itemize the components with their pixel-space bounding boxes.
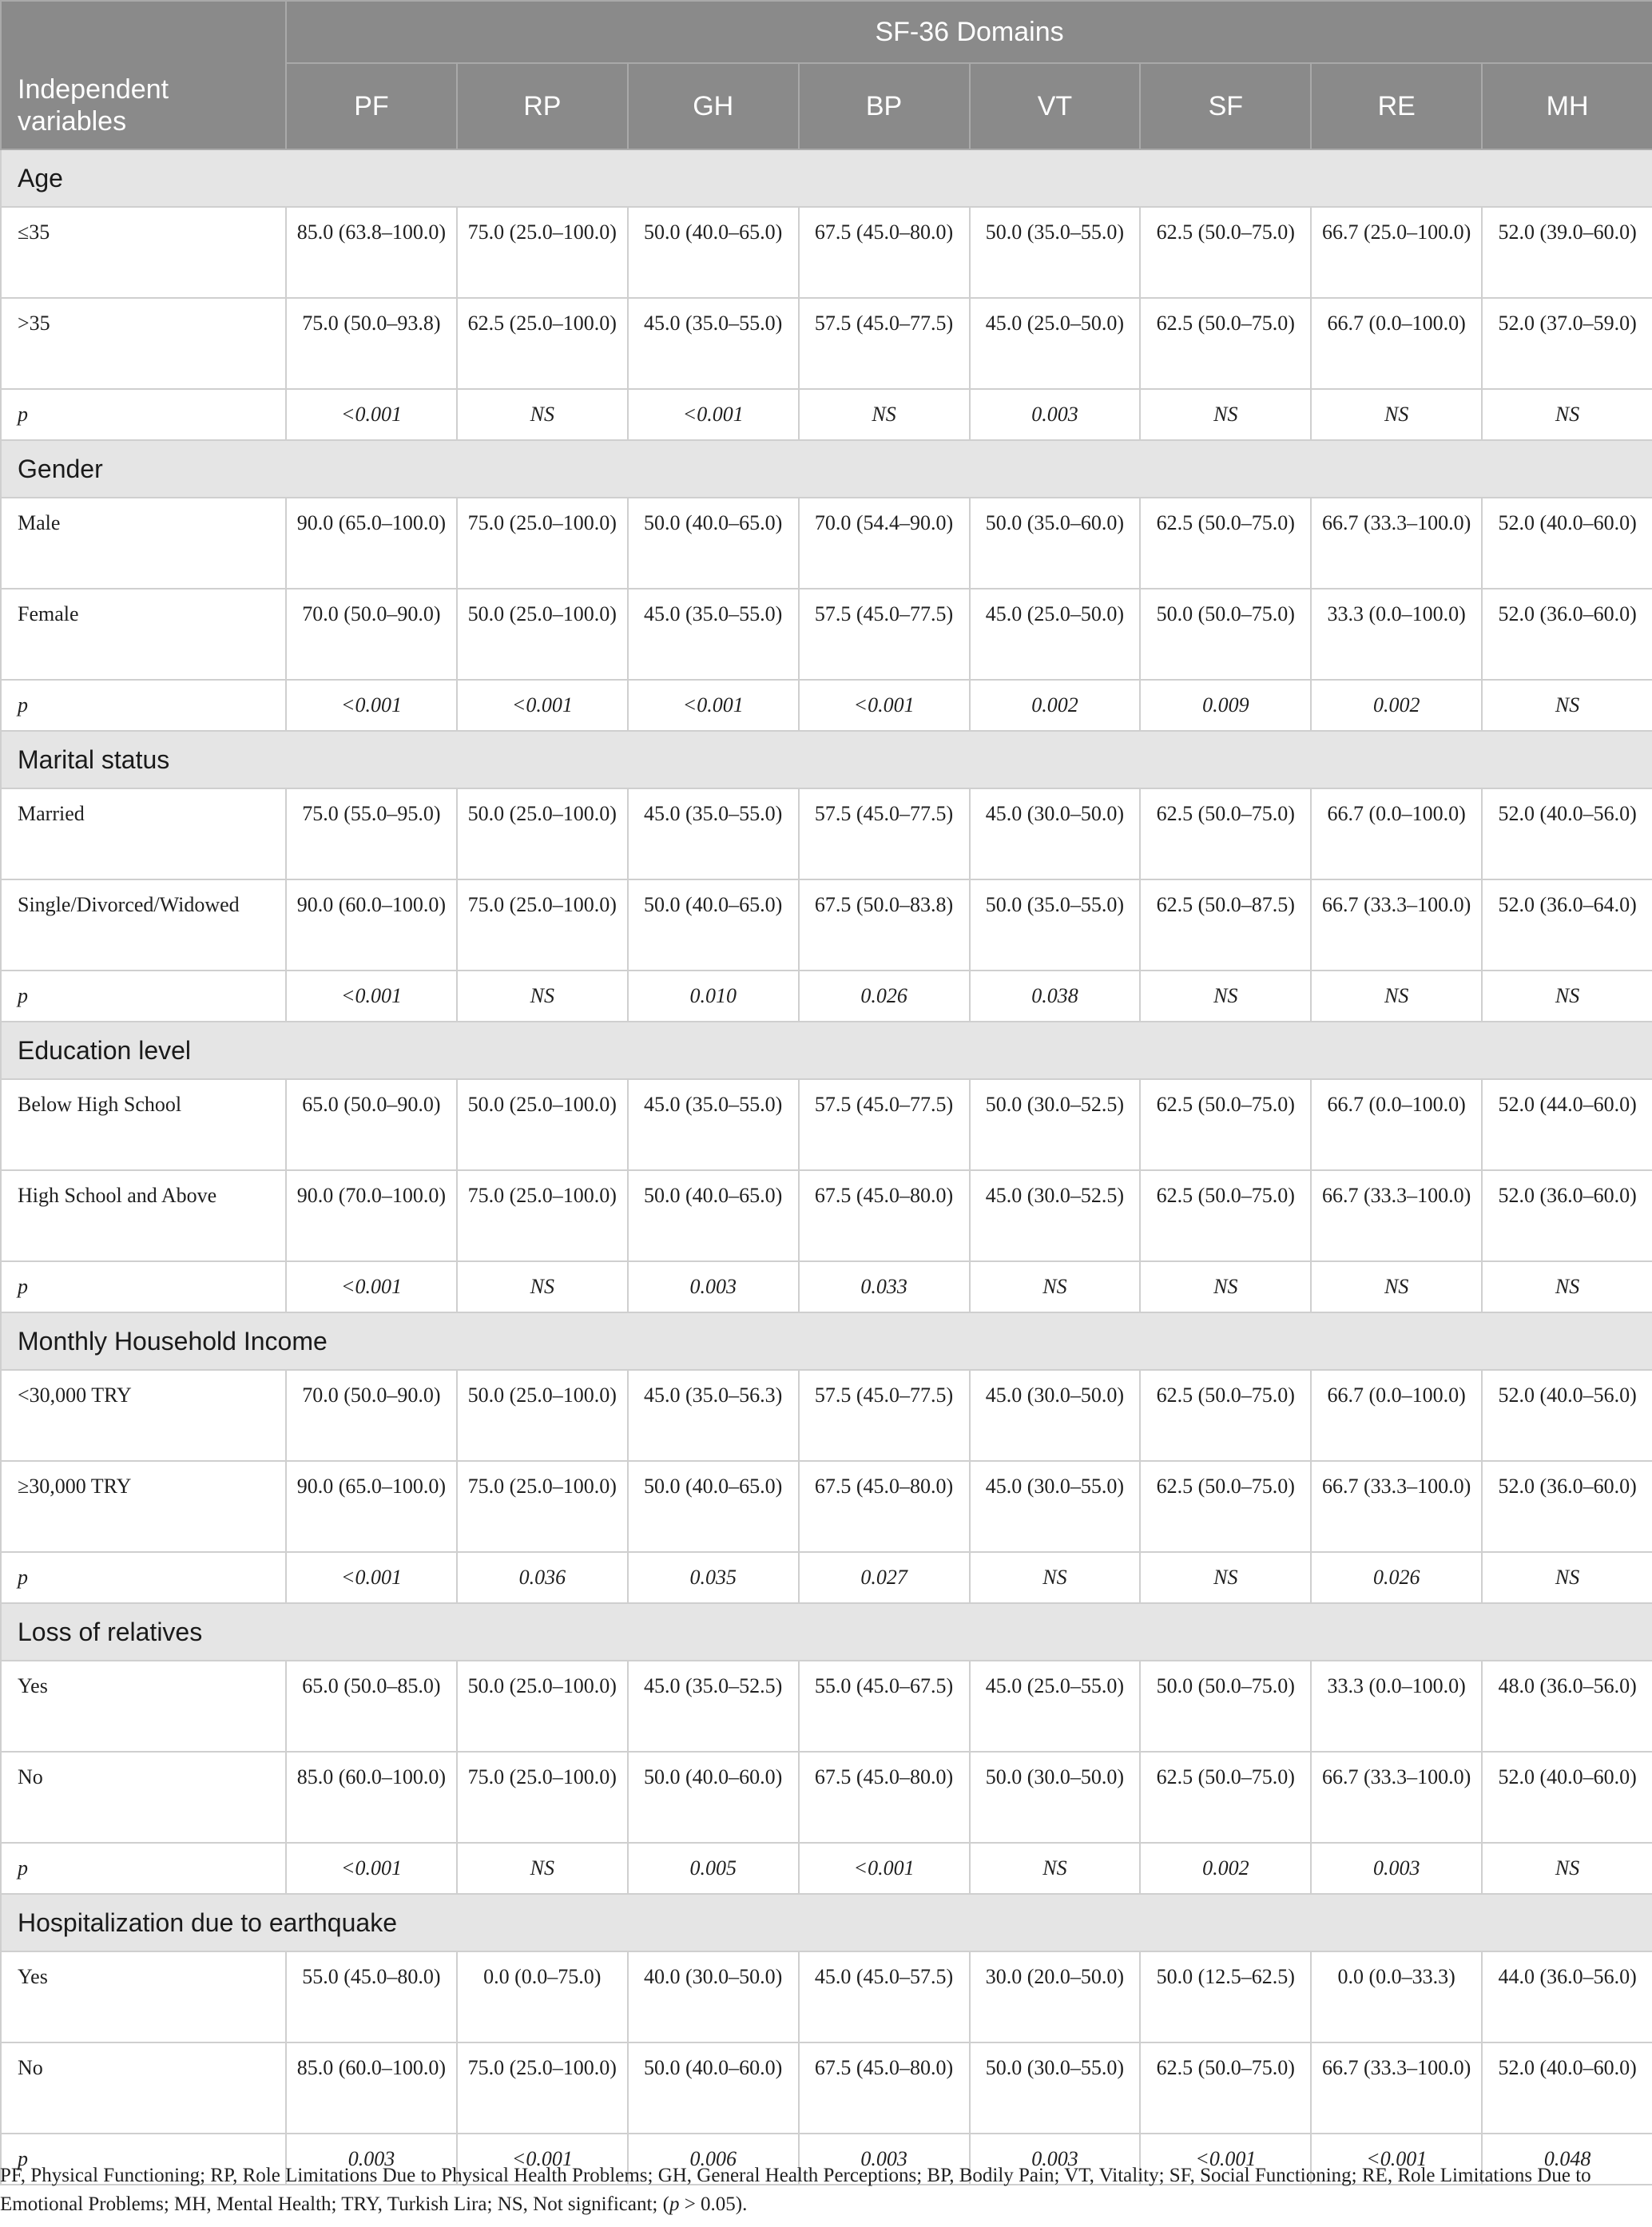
domain-header-re: RE [1311,63,1482,149]
p-value-cell: NS [1311,389,1482,440]
p-value-cell: 0.003 [970,389,1141,440]
value-cell: 45.0 (35.0–55.0) [628,589,799,680]
p-value-cell: 0.038 [970,971,1141,1022]
p-value-cell: NS [1311,1261,1482,1312]
table-row [1,2042,1652,2134]
p-value-cell: 0.033 [799,1261,970,1312]
value-cell: 75.0 (25.0–100.0) [457,1752,628,1843]
p-value-cell: 0.002 [970,680,1141,731]
value-cell: 50.0 (12.5–62.5) [1140,1951,1311,2042]
value-cell: 45.0 (30.0–55.0) [970,1461,1141,1552]
value-cell: 70.0 (54.4–90.0) [799,498,970,589]
value-cell: 50.0 (35.0–55.0) [970,207,1141,298]
table-header [1,1,1652,149]
value-cell: 50.0 (50.0–75.0) [1140,1661,1311,1752]
p-value-cell: 0.003 [628,1261,799,1312]
value-cell: 0.0 (0.0–33.3) [1311,1951,1482,2042]
value-cell: 75.0 (25.0–100.0) [457,2042,628,2134]
category-row [1,1603,1652,1661]
p-value-cell: NS [1140,1552,1311,1603]
value-cell: 45.0 (35.0–52.5) [628,1661,799,1752]
value-cell: 70.0 (50.0–90.0) [286,1370,457,1461]
category-row [1,440,1652,498]
p-label: p [1,680,286,731]
category-row [1,1022,1652,1079]
row-label: High School and Above [1,1170,286,1261]
value-cell: 62.5 (50.0–75.0) [1140,298,1311,389]
p-value-cell: <0.001 [799,680,970,731]
value-cell: 48.0 (36.0–56.0) [1482,1661,1652,1752]
value-cell: 50.0 (25.0–100.0) [457,1370,628,1461]
p-value-cell: 0.003 [970,2134,1141,2185]
p-value-cell: 0.027 [799,1552,970,1603]
value-cell: 62.5 (50.0–75.0) [1140,1170,1311,1261]
p-value-cell: <0.001 [1140,2134,1311,2185]
value-cell: 62.5 (50.0–75.0) [1140,498,1311,589]
value-cell: 52.0 (36.0–60.0) [1482,1461,1652,1552]
table-body [1,149,1652,2185]
p-value-cell: NS [1482,1552,1652,1603]
row-label: ≤35 [1,207,286,298]
p-label: p [1,1843,286,1894]
value-cell: 66.7 (25.0–100.0) [1311,207,1482,298]
value-cell: 52.0 (40.0–60.0) [1482,2042,1652,2134]
p-label: p [1,2134,286,2185]
p-value-cell: NS [1482,389,1652,440]
p-value-cell: 0.009 [1140,680,1311,731]
value-cell: 40.0 (30.0–50.0) [628,1951,799,2042]
category-row [1,1894,1652,1951]
value-cell: 66.7 (33.3–100.0) [1311,2042,1482,2134]
value-cell: 45.0 (30.0–52.5) [970,1170,1141,1261]
value-cell: 57.5 (45.0–77.5) [799,1079,970,1170]
p-value-row [1,389,1652,440]
row-label: ≥30,000 TRY [1,1461,286,1552]
value-cell: 45.0 (30.0–50.0) [970,788,1141,879]
value-cell: 52.0 (39.0–60.0) [1482,207,1652,298]
value-cell: 45.0 (35.0–56.3) [628,1370,799,1461]
p-value-cell: 0.010 [628,971,799,1022]
domain-header-rp: RP [457,63,628,149]
p-value-cell: NS [970,1261,1141,1312]
table-row [1,788,1652,879]
value-cell: 50.0 (35.0–55.0) [970,879,1141,971]
value-cell: 45.0 (30.0–50.0) [970,1370,1141,1461]
value-cell: 50.0 (50.0–75.0) [1140,589,1311,680]
value-cell: 57.5 (45.0–77.5) [799,788,970,879]
value-cell: 75.0 (25.0–100.0) [457,498,628,589]
value-cell: 75.0 (55.0–95.0) [286,788,457,879]
value-cell: 52.0 (36.0–64.0) [1482,879,1652,971]
category-title: Marital status [1,731,1652,788]
value-cell: 67.5 (45.0–80.0) [799,1752,970,1843]
p-value-cell: 0.002 [1140,1843,1311,1894]
value-cell: 90.0 (60.0–100.0) [286,879,457,971]
row-label: Male [1,498,286,589]
independent-variables-header: Independent variables [1,1,286,149]
value-cell: 62.5 (50.0–75.0) [1140,1461,1311,1552]
value-cell: 45.0 (45.0–57.5) [799,1951,970,2042]
value-cell: 45.0 (35.0–55.0) [628,298,799,389]
row-label: Yes [1,1951,286,2042]
p-value-cell: NS [457,971,628,1022]
row-label: Below High School [1,1079,286,1170]
value-cell: 50.0 (40.0–65.0) [628,207,799,298]
domain-header-mh: MH [1482,63,1652,149]
value-cell: 66.7 (0.0–100.0) [1311,1079,1482,1170]
category-row [1,1312,1652,1370]
footnote-text: PF, Physical Functioning; RP, Role Limitations Due to Physical Health Problems; GH, General Health Perceptions; BP, Bodily Pain; VT, Vitality; SF, Social Functioning; RE, Role Limitations Due to Emotional Problems; MH, Mental Health; TRY, Turkish Lira; NS, Not significant; ( [0,2165,1591,2215]
table-row [1,1951,1652,2042]
p-value-cell: NS [457,1261,628,1312]
p-value-cell: <0.001 [1311,2134,1482,2185]
value-cell: 50.0 (40.0–65.0) [628,1461,799,1552]
value-cell: 66.7 (0.0–100.0) [1311,788,1482,879]
value-cell: 66.7 (0.0–100.0) [1311,1370,1482,1461]
p-value-cell: NS [1140,1261,1311,1312]
value-cell: 70.0 (50.0–90.0) [286,589,457,680]
p-value-cell: NS [1140,971,1311,1022]
value-cell: 50.0 (40.0–65.0) [628,879,799,971]
p-value-cell: NS [1482,680,1652,731]
value-cell: 75.0 (25.0–100.0) [457,207,628,298]
table-row [1,498,1652,589]
value-cell: 85.0 (63.8–100.0) [286,207,457,298]
value-cell: 50.0 (25.0–100.0) [457,589,628,680]
p-value-cell: NS [1140,389,1311,440]
p-value-cell: NS [970,1843,1141,1894]
value-cell: 67.5 (45.0–80.0) [799,1170,970,1261]
category-title: Loss of relatives [1,1603,1652,1661]
table-row [1,1079,1652,1170]
value-cell: 67.5 (45.0–80.0) [799,207,970,298]
value-cell: 66.7 (0.0–100.0) [1311,298,1482,389]
table-row [1,879,1652,971]
value-cell: 57.5 (45.0–77.5) [799,589,970,680]
p-label: p [1,1552,286,1603]
value-cell: 90.0 (65.0–100.0) [286,498,457,589]
value-cell: 52.0 (40.0–60.0) [1482,1752,1652,1843]
value-cell: 85.0 (60.0–100.0) [286,2042,457,2134]
domain-header-pf: PF [286,63,457,149]
p-value-cell: 0.048 [1482,2134,1652,2185]
value-cell: 62.5 (50.0–75.0) [1140,207,1311,298]
row-label: Married [1,788,286,879]
p-value-cell: NS [457,1843,628,1894]
category-row [1,149,1652,207]
value-cell: 50.0 (40.0–60.0) [628,1752,799,1843]
domain-header-sf: SF [1140,63,1311,149]
domain-header-vt: VT [970,63,1141,149]
p-value-cell: <0.001 [286,680,457,731]
value-cell: 67.5 (50.0–83.8) [799,879,970,971]
table-row [1,1370,1652,1461]
p-value-cell: 0.026 [799,971,970,1022]
p-value-cell: <0.001 [628,680,799,731]
p-value-cell: 0.005 [628,1843,799,1894]
p-label: p [1,389,286,440]
value-cell: 50.0 (25.0–100.0) [457,1661,628,1752]
value-cell: 62.5 (50.0–87.5) [1140,879,1311,971]
value-cell: 52.0 (40.0–60.0) [1482,498,1652,589]
p-value-row [1,1552,1652,1603]
value-cell: 50.0 (30.0–55.0) [970,2042,1141,2134]
value-cell: 62.5 (50.0–75.0) [1140,788,1311,879]
p-value-cell: 0.035 [628,1552,799,1603]
table-row [1,1661,1652,1752]
value-cell: 62.5 (50.0–75.0) [1140,2042,1311,2134]
p-value-cell: <0.001 [457,2134,628,2185]
value-cell: 52.0 (36.0–60.0) [1482,589,1652,680]
value-cell: 75.0 (25.0–100.0) [457,1461,628,1552]
value-cell: 55.0 (45.0–67.5) [799,1661,970,1752]
value-cell: 50.0 (35.0–60.0) [970,498,1141,589]
row-label: <30,000 TRY [1,1370,286,1461]
p-value-cell: NS [1311,971,1482,1022]
value-cell: 52.0 (40.0–56.0) [1482,788,1652,879]
value-cell: 85.0 (60.0–100.0) [286,1752,457,1843]
value-cell: 50.0 (30.0–52.5) [970,1079,1141,1170]
p-value-cell: 0.006 [628,2134,799,2185]
value-cell: 33.3 (0.0–100.0) [1311,1661,1482,1752]
value-cell: 50.0 (40.0–65.0) [628,1170,799,1261]
domain-header-bp: BP [799,63,970,149]
row-label: Yes [1,1661,286,1752]
row-label: No [1,1752,286,1843]
value-cell: 66.7 (33.3–100.0) [1311,1170,1482,1261]
p-value-cell: 0.003 [799,2134,970,2185]
value-cell: 45.0 (25.0–55.0) [970,1661,1141,1752]
p-value-cell: NS [970,1552,1141,1603]
value-cell: 50.0 (25.0–100.0) [457,788,628,879]
p-value-cell: <0.001 [286,1261,457,1312]
p-label: p [1,971,286,1022]
value-cell: 90.0 (70.0–100.0) [286,1170,457,1261]
value-cell: 44.0 (36.0–56.0) [1482,1951,1652,2042]
p-value-cell: 0.003 [1311,1843,1482,1894]
p-value-cell: <0.001 [286,1552,457,1603]
p-value-cell: <0.001 [457,680,628,731]
value-cell: 30.0 (20.0–50.0) [970,1951,1141,2042]
value-cell: 90.0 (65.0–100.0) [286,1461,457,1552]
p-value-cell: <0.001 [286,971,457,1022]
value-cell: 75.0 (50.0–93.8) [286,298,457,389]
value-cell: 45.0 (25.0–50.0) [970,298,1141,389]
value-cell: 55.0 (45.0–80.0) [286,1951,457,2042]
value-cell: 67.5 (45.0–80.0) [799,1461,970,1552]
category-title: Age [1,149,1652,207]
p-value-row [1,1843,1652,1894]
category-title: Education level [1,1022,1652,1079]
value-cell: 45.0 (35.0–55.0) [628,1079,799,1170]
p-value-cell: <0.001 [286,1843,457,1894]
value-cell: 33.3 (0.0–100.0) [1311,589,1482,680]
p-value-cell: NS [457,389,628,440]
value-cell: 62.5 (25.0–100.0) [457,298,628,389]
value-cell: 57.5 (45.0–77.5) [799,298,970,389]
value-cell: 66.7 (33.3–100.0) [1311,1752,1482,1843]
value-cell: 50.0 (40.0–60.0) [628,2042,799,2134]
value-cell: 75.0 (25.0–100.0) [457,879,628,971]
p-value-cell: 0.002 [1311,680,1482,731]
p-value-cell: 0.003 [286,2134,457,2185]
domain-header-gh: GH [628,63,799,149]
table-row [1,589,1652,680]
p-value-cell: <0.001 [628,389,799,440]
value-cell: 66.7 (33.3–100.0) [1311,879,1482,971]
table-row [1,207,1652,298]
p-value-cell: <0.001 [286,389,457,440]
value-cell: 57.5 (45.0–77.5) [799,1370,970,1461]
value-cell: 62.5 (50.0–75.0) [1140,1370,1311,1461]
row-label: Single/Divorced/Widowed [1,879,286,971]
value-cell: 67.5 (45.0–80.0) [799,2042,970,2134]
value-cell: 75.0 (25.0–100.0) [457,1170,628,1261]
value-cell: 62.5 (50.0–75.0) [1140,1079,1311,1170]
value-cell: 66.7 (33.3–100.0) [1311,1461,1482,1552]
category-title: Monthly Household Income [1,1312,1652,1370]
value-cell: 50.0 (30.0–50.0) [970,1752,1141,1843]
p-value-cell: 0.026 [1311,1552,1482,1603]
p-value-cell: 0.036 [457,1552,628,1603]
value-cell: 0.0 (0.0–75.0) [457,1951,628,2042]
table-footnote [0,2162,1652,2219]
p-value-row [1,680,1652,731]
p-value-cell: NS [1482,971,1652,1022]
p-value-cell: NS [799,389,970,440]
value-cell: 52.0 (37.0–59.0) [1482,298,1652,389]
row-label: >35 [1,298,286,389]
table-row [1,1752,1652,1843]
p-value-cell: NS [1482,1843,1652,1894]
p-value-cell: <0.001 [799,1843,970,1894]
value-cell: 62.5 (50.0–75.0) [1140,1752,1311,1843]
category-title: Gender [1,440,1652,498]
footnote-threshold: > 0.05). [679,2193,748,2215]
value-cell: 52.0 (44.0–60.0) [1482,1079,1652,1170]
table-row [1,1170,1652,1261]
p-value-cell: NS [1482,1261,1652,1312]
p-value-row [1,1261,1652,1312]
footnote-p-symbol: p [669,2193,680,2215]
value-cell: 65.0 (50.0–90.0) [286,1079,457,1170]
row-label: No [1,2042,286,2134]
value-cell: 66.7 (33.3–100.0) [1311,498,1482,589]
value-cell: 45.0 (25.0–50.0) [970,589,1141,680]
row-label: Female [1,589,286,680]
p-label: p [1,1261,286,1312]
value-cell: 52.0 (40.0–56.0) [1482,1370,1652,1461]
value-cell: 45.0 (35.0–55.0) [628,788,799,879]
value-cell: 50.0 (40.0–65.0) [628,498,799,589]
sf36-domains-header: SF-36 Domains [286,1,1652,63]
p-value-row [1,971,1652,1022]
value-cell: 52.0 (36.0–60.0) [1482,1170,1652,1261]
category-row [1,731,1652,788]
value-cell: 50.0 (25.0–100.0) [457,1079,628,1170]
value-cell: 65.0 (50.0–85.0) [286,1661,457,1752]
category-title: Hospitalization due to earthquake [1,1894,1652,1951]
table-row [1,298,1652,389]
table-row [1,1461,1652,1552]
